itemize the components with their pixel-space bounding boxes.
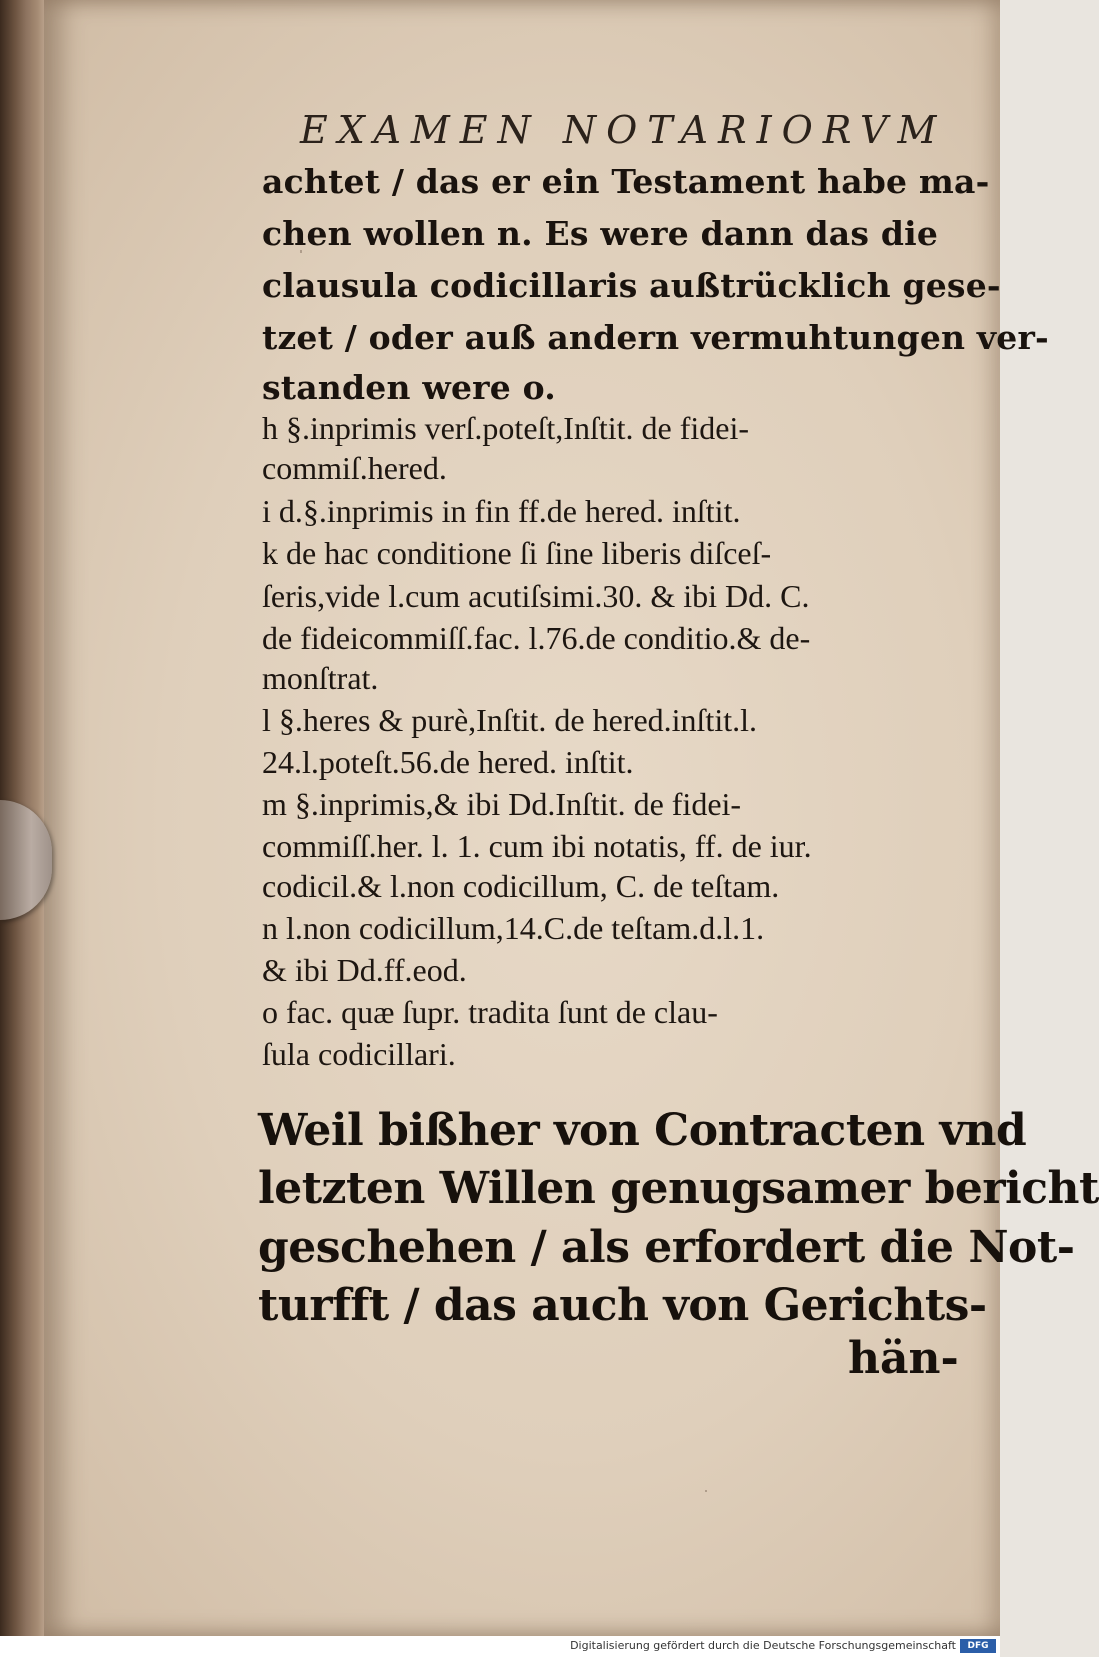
footer-credit: Digitalisierung gefördert durch die Deutsche Forschungsgemeinschaft [570, 1639, 956, 1652]
note-line: o fac. quæ ſupr. tradita ſunt de clau- [262, 994, 718, 1030]
note-line: commiſ.hered. [262, 450, 447, 486]
main-text-line: clausula codicillaris außtrücklich gese- [262, 266, 1001, 305]
note-line: 24.l.poteſt.56.de hered. inſtit. [262, 744, 634, 780]
paper-speck [300, 250, 302, 253]
note-line: ſeris,vide l.cum acutiſsimi.30. & ibi Dd. C. [262, 578, 810, 614]
digitization-footer [0, 1636, 1000, 1657]
main-text-line: chen wollen n. Es were dann das die [262, 214, 939, 253]
note-line: codicil.& l.non codicillum, C. de teſtam. [262, 868, 780, 904]
section-text-line: geschehen / als erfordert die Not- [258, 1222, 1075, 1273]
note-line: & ibi Dd.ff.eod. [262, 952, 467, 988]
note-line: k de hac conditione ſi ſine liberis diſceſ- [262, 535, 772, 571]
main-text-line: standen were o. [262, 368, 556, 407]
note-line: ſula codicillari. [262, 1036, 456, 1072]
section-text-line: letzten Willen genugsamer bericht [258, 1163, 1099, 1214]
section-text-line: turfft / das auch von Gerichts- [258, 1280, 987, 1331]
note-line: n l.non codicillum,14.C.de teſtam.d.l.1. [262, 910, 765, 946]
dfg-logo: DFG [960, 1639, 996, 1653]
paper-speck [705, 1490, 707, 1492]
note-line: m §.inprimis,& ibi Dd.Inſtit. de fidei- [262, 786, 742, 822]
main-text-line: tzet / oder auß andern vermuhtungen ver- [262, 318, 1049, 357]
note-line: i d.§.inprimis in fin ff.de hered. inſtit. [262, 493, 741, 529]
note-line: l §.heres & purè,Inſtit. de hered.inſtit.l. [262, 702, 757, 738]
note-line: monſtrat. [262, 660, 379, 696]
note-line: h §.inprimis verſ.poteſt,Inſtit. de fidei- [262, 410, 750, 446]
catchword: hän- [848, 1333, 959, 1384]
section-text-line: Weil bißher von Contracten vnd [258, 1105, 1027, 1156]
note-line: commiſſ.her. l. 1. cum ibi notatis, ff. de iur. [262, 828, 812, 864]
main-text-line: achtet / das er ein Testament habe ma- [262, 162, 990, 201]
note-line: de fideicommiſſ.fac. l.76.de conditio.& de- [262, 620, 811, 656]
running-head: EXAMEN NOTARIORVM [300, 108, 947, 152]
paper-speck [520, 1010, 523, 1013]
